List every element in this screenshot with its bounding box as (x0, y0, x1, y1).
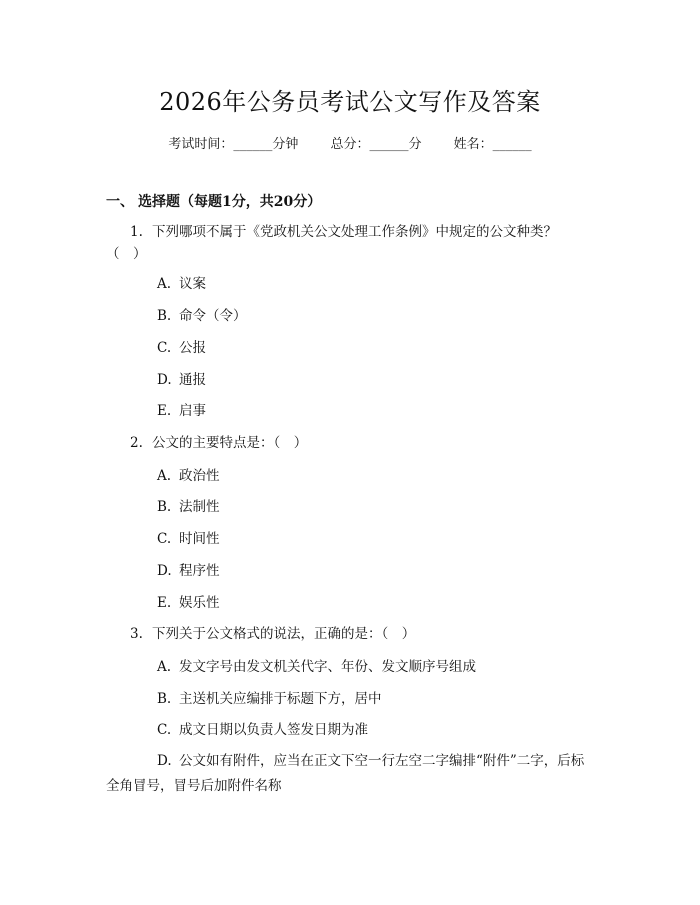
exam-name-field: 姓名：______ (453, 137, 532, 152)
question-number: 3. (130, 626, 143, 642)
question-1 (106, 222, 557, 264)
document-title: 2026年公务员考试公文写作及答案 (159, 88, 541, 116)
question-text: 公文的主要特点是：（ ） (152, 435, 308, 451)
option-text: 启事 (179, 403, 206, 419)
option-text: 政治性 (179, 468, 220, 484)
question-text: 下列哪项不属于《党政机关公文处理工作条例》中规定的公文种类？ (152, 224, 557, 240)
option-text: 成文日期以负责人签发日期为准 (179, 722, 368, 738)
question-2-option-d (157, 561, 220, 581)
option-letter: D. (157, 372, 172, 388)
question-text-continued: （ ） (106, 246, 147, 262)
option-text: 主送机关应编排于标题下方，居中 (179, 691, 382, 707)
question-number: 1. (130, 224, 143, 240)
option-text: 公报 (179, 340, 206, 356)
question-1-option-e (157, 401, 206, 421)
question-1-option-d (157, 370, 206, 390)
question-1-option-c (157, 338, 206, 358)
option-letter: A. (157, 659, 172, 675)
option-letter: C. (157, 722, 172, 738)
exam-score-field: 总分：______分 (330, 137, 422, 152)
question-2-option-a (157, 466, 220, 486)
question-3-option-d (106, 749, 596, 799)
question-2-option-b (157, 497, 220, 517)
option-text: 程序性 (179, 563, 220, 579)
question-2-option-e (157, 593, 220, 613)
option-text: 时间性 (179, 531, 220, 547)
option-letter: E. (157, 595, 172, 611)
option-text: 通报 (179, 372, 206, 388)
section-heading (106, 191, 321, 211)
question-1-option-a (157, 274, 206, 294)
option-letter: C. (157, 531, 172, 547)
section-number: 一、 (106, 194, 134, 210)
question-2-option-c (157, 529, 220, 549)
option-letter: D. (157, 563, 172, 579)
option-letter: C. (157, 340, 172, 356)
question-text: 下列关于公文格式的说法，正确的是：（ ） (152, 626, 416, 642)
option-letter: A. (157, 468, 172, 484)
section-title: 选择题（每题1分，共20分） (138, 194, 322, 210)
option-letter: D. (157, 753, 172, 769)
option-text: 议案 (179, 276, 206, 292)
question-1-option-b (157, 306, 247, 326)
option-letter: B. (157, 308, 172, 324)
option-letter: E. (157, 403, 172, 419)
question-3 (106, 624, 415, 644)
option-text: 发文字号由发文机关代字、年份、发文顺序号组成 (179, 659, 476, 675)
question-3-option-b (157, 689, 382, 709)
question-3-option-c (157, 720, 368, 740)
option-letter: A. (157, 276, 172, 292)
question-3-option-a (157, 657, 476, 677)
option-letter: B. (157, 691, 172, 707)
option-text: 娱乐性 (179, 595, 220, 611)
exam-time-field: 考试时间：______分钟 (168, 137, 299, 152)
question-2 (106, 433, 307, 453)
option-text: 法制性 (179, 499, 220, 515)
option-text: 公文如有附件，应当在正文下空一行左空二字编排“附件”二字，后标全角冒号，冒号后加附件名称 (106, 753, 585, 794)
option-letter: B. (157, 499, 172, 515)
exam-info-line (0, 133, 700, 152)
option-text: 命令（令） (179, 308, 247, 324)
question-number: 2. (130, 435, 143, 451)
